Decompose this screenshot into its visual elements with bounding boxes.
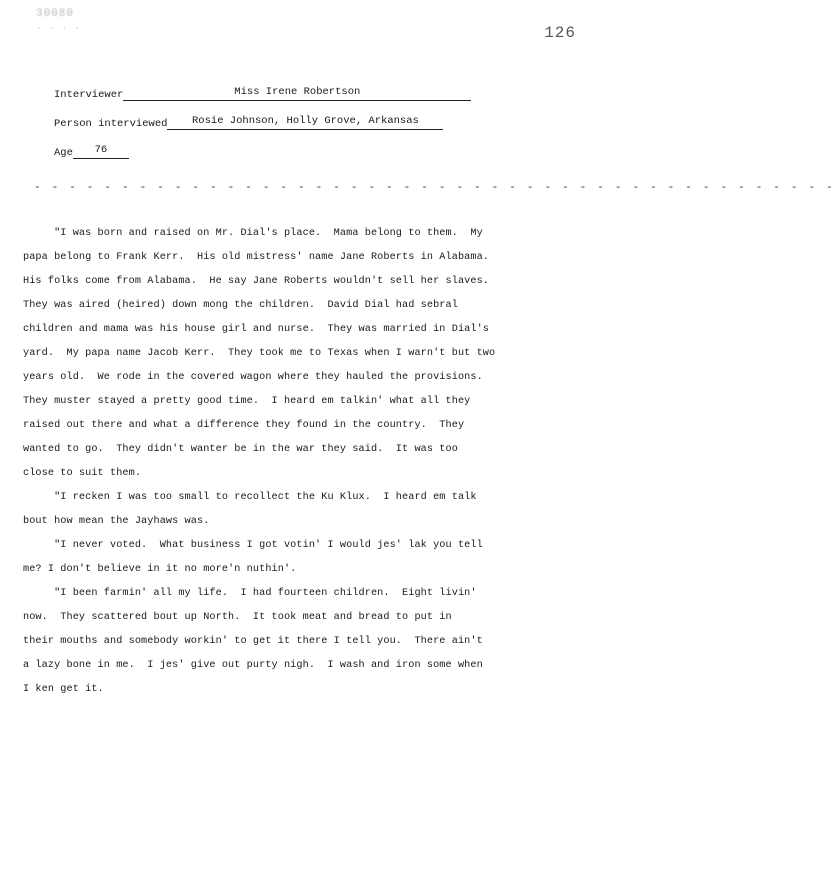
body-line: raised out there and what a difference they found in the country. They (23, 420, 465, 431)
interviewer-label: Interviewer (54, 89, 124, 101)
age-row (54, 130, 471, 159)
interview-header (54, 72, 471, 159)
page-number: 126 (544, 24, 576, 42)
body-line: children and mama was his house girl and nurse. They was married in Dial's (23, 324, 490, 335)
interviewer-value: Miss Irene Robertson (123, 86, 471, 101)
person-row (54, 101, 471, 130)
body-line: wanted to go. They didn't wanter be in the war they said. It was too (23, 444, 458, 455)
body-line: They was aired (heired) down mong the children. David Dial had sebral (23, 300, 458, 311)
age-label: Age (54, 147, 73, 159)
body-line: bout how mean the Jayhaws was. (23, 516, 210, 527)
body-line: "I was born and raised on Mr. Dial's place. Mama belong to them. My (23, 228, 483, 239)
archive-stamp (36, 8, 81, 34)
interviewer-row (54, 72, 471, 101)
body-line: "I never voted. What business I got votin' I would jes' lak you tell (23, 540, 483, 551)
body-line: "I been farmin' all my life. I had fourteen children. Eight livin' (23, 588, 477, 599)
body-line: a lazy bone in me. I jes' give out purty nigh. I wash and iron some when (23, 660, 483, 671)
body-line: their mouths and somebody workin' to get it there I tell you. There ain't (23, 636, 483, 647)
body-line: me? I don't believe in it no more'n nuthin'. (23, 564, 297, 575)
age-value: 76 (73, 144, 129, 159)
person-value: Rosie Johnson, Holly Grove, Arkansas (167, 115, 443, 130)
body-line: papa belong to Frank Kerr. His old mistress' name Jane Roberts in Alabama. (23, 252, 490, 263)
body-line: They muster stayed a pretty good time. I heard em talkin' what all they (23, 396, 471, 407)
interview-body (23, 222, 578, 702)
person-label: Person interviewed (54, 118, 168, 130)
stamp-marks: · · · · (36, 24, 81, 34)
stamp-number: 30080 (36, 8, 75, 20)
body-line: I ken get it. (23, 684, 104, 695)
body-line: "I recken I was too small to recollect the Ku Klux. I heard em talk (23, 492, 477, 503)
body-line: years old. We rode in the covered wagon where they hauled the provisions. (23, 372, 483, 383)
body-line: now. They scattered bout up North. It took meat and bread to put in (23, 612, 452, 623)
dashed-divider: - - - - - - - - - - - - - - - - - - - - - - - - - - - - - - - - - - - - - - - - - - - - - - (34, 182, 835, 194)
body-line: His folks come from Alabama. He say Jane Roberts wouldn't sell her slaves. (23, 276, 490, 287)
body-line: yard. My papa name Jacob Kerr. They took me to Texas when I warn't but two (23, 348, 496, 359)
body-line: close to suit them. (23, 468, 142, 479)
